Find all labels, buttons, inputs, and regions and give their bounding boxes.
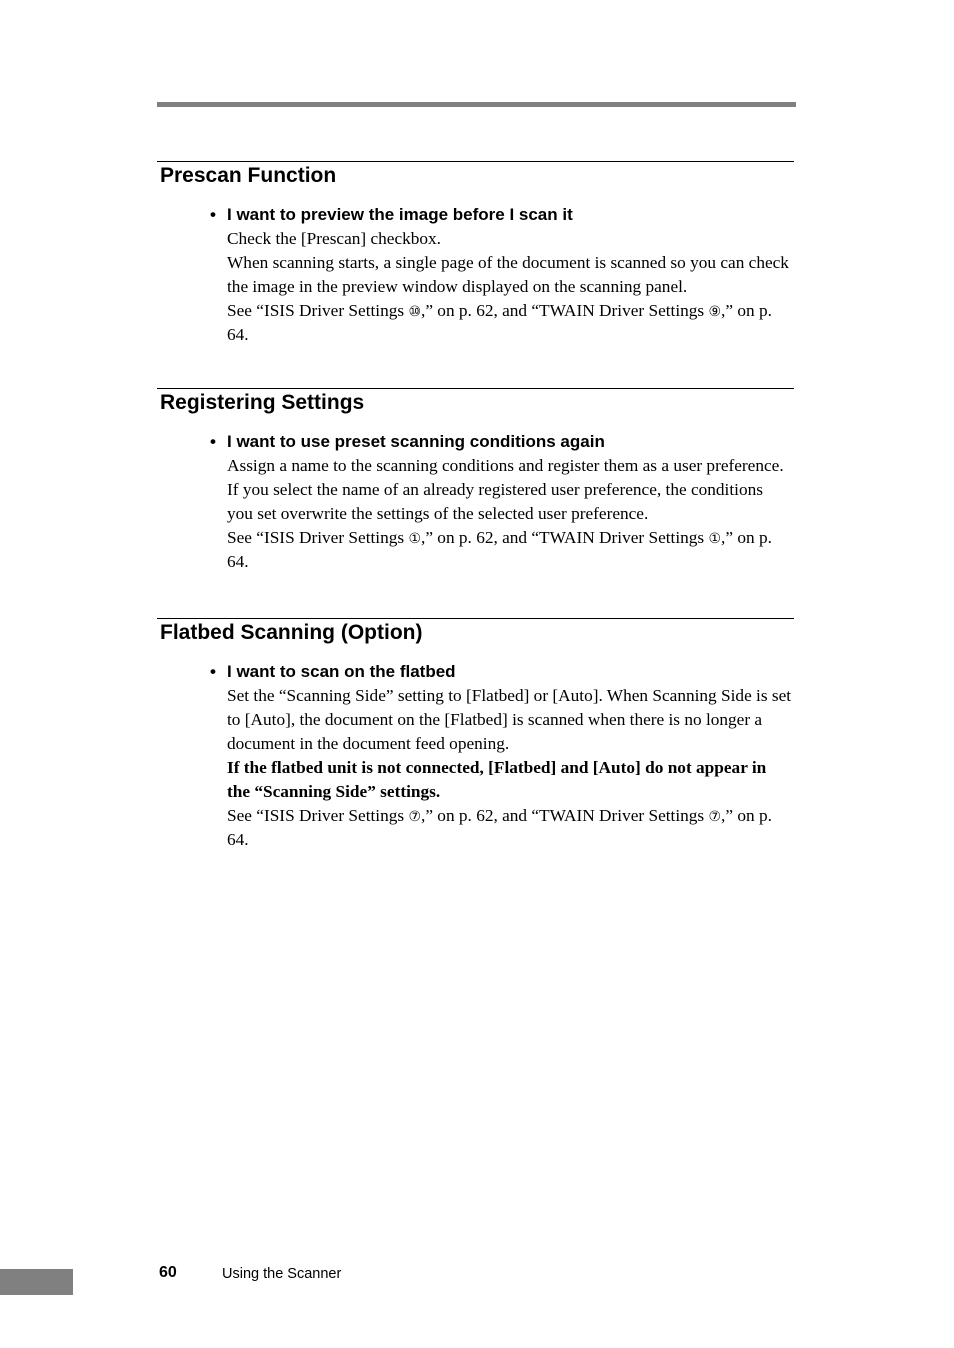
item-heading: [210, 660, 794, 684]
important-note: If the flatbed unit is not connected, [Flatbed] and [Auto] do not appear in the “Scanning Side” settings.: [227, 758, 767, 801]
twain-setting-number: ⑨: [708, 304, 722, 320]
item-heading-text: I want to scan on the flatbed: [227, 662, 456, 681]
item-heading-text: I want to preview the image before I scan it: [227, 205, 573, 224]
isis-setting-number: ⑩: [408, 304, 421, 320]
bullet: •: [210, 205, 216, 224]
ref-prefix: See “ISIS Driver Settings: [227, 806, 409, 825]
section-title: Prescan Function: [160, 164, 337, 187]
paragraph: Set the “Scanning Side” setting to [Flatbed] or [Auto]. When Scanning Side is set to [Auto], the document on the [Flatbed] is scanned when there is no longer a document in the document feed opening.: [227, 686, 792, 753]
item-body: [227, 684, 793, 852]
item-heading-text: I want to use preset scanning conditions again: [227, 432, 605, 451]
section-registering-settings: [157, 388, 794, 574]
section-rule: [157, 388, 794, 389]
ref-prefix: See “ISIS Driver Settings: [227, 528, 409, 547]
section-title: Flatbed Scanning (Option): [160, 621, 423, 644]
section-rule: [157, 618, 794, 619]
cross-reference: [227, 804, 793, 852]
cross-reference: [227, 299, 793, 347]
ref-suffix: ,” on p. 64.: [227, 528, 772, 571]
item-body: [227, 227, 793, 347]
twain-setting-number: ⑦: [708, 809, 722, 825]
list-item: [210, 660, 794, 852]
list-item: [210, 203, 794, 347]
footer-tab: [0, 1269, 73, 1295]
ref-middle: ,” on p. 62, and “TWAIN Driver Settings: [421, 301, 709, 320]
ref-middle: ,” on p. 62, and “TWAIN Driver Settings: [421, 528, 709, 547]
bullet: •: [210, 662, 216, 681]
item-heading: [210, 430, 794, 454]
paragraph: Check the [Prescan] checkbox.: [227, 229, 442, 248]
isis-setting-number: ①: [408, 531, 421, 547]
list-item: [210, 430, 794, 574]
section-rule: [157, 161, 794, 162]
ref-suffix: ,” on p. 64.: [227, 806, 772, 849]
item-heading: [210, 203, 794, 227]
paragraph: Assign a name to the scanning conditions and register them as a user preference. If you select the name of an already registered user preference, the conditions you set overwrite the settings of the selected user preference.: [227, 456, 784, 523]
section-title: Registering Settings: [160, 391, 365, 414]
ref-prefix: See “ISIS Driver Settings: [227, 301, 409, 320]
section-prescan-function: [157, 161, 794, 347]
ref-middle: ,” on p. 62, and “TWAIN Driver Settings: [421, 806, 709, 825]
paragraph: When scanning starts, a single page of the document is scanned so you can check the image in the preview window displayed on the scanning panel.: [227, 253, 789, 296]
twain-setting-number: ①: [708, 531, 722, 547]
cross-reference: [227, 526, 793, 574]
ref-suffix: ,” on p. 64.: [227, 301, 772, 344]
chapter-title: Using the Scanner: [222, 1266, 342, 1282]
section-flatbed-scanning: [157, 618, 794, 852]
header-rule: [157, 102, 796, 107]
page-number: 60: [159, 1264, 177, 1281]
isis-setting-number: ⑦: [408, 809, 421, 825]
item-body: [227, 454, 793, 574]
bullet: •: [210, 432, 216, 451]
